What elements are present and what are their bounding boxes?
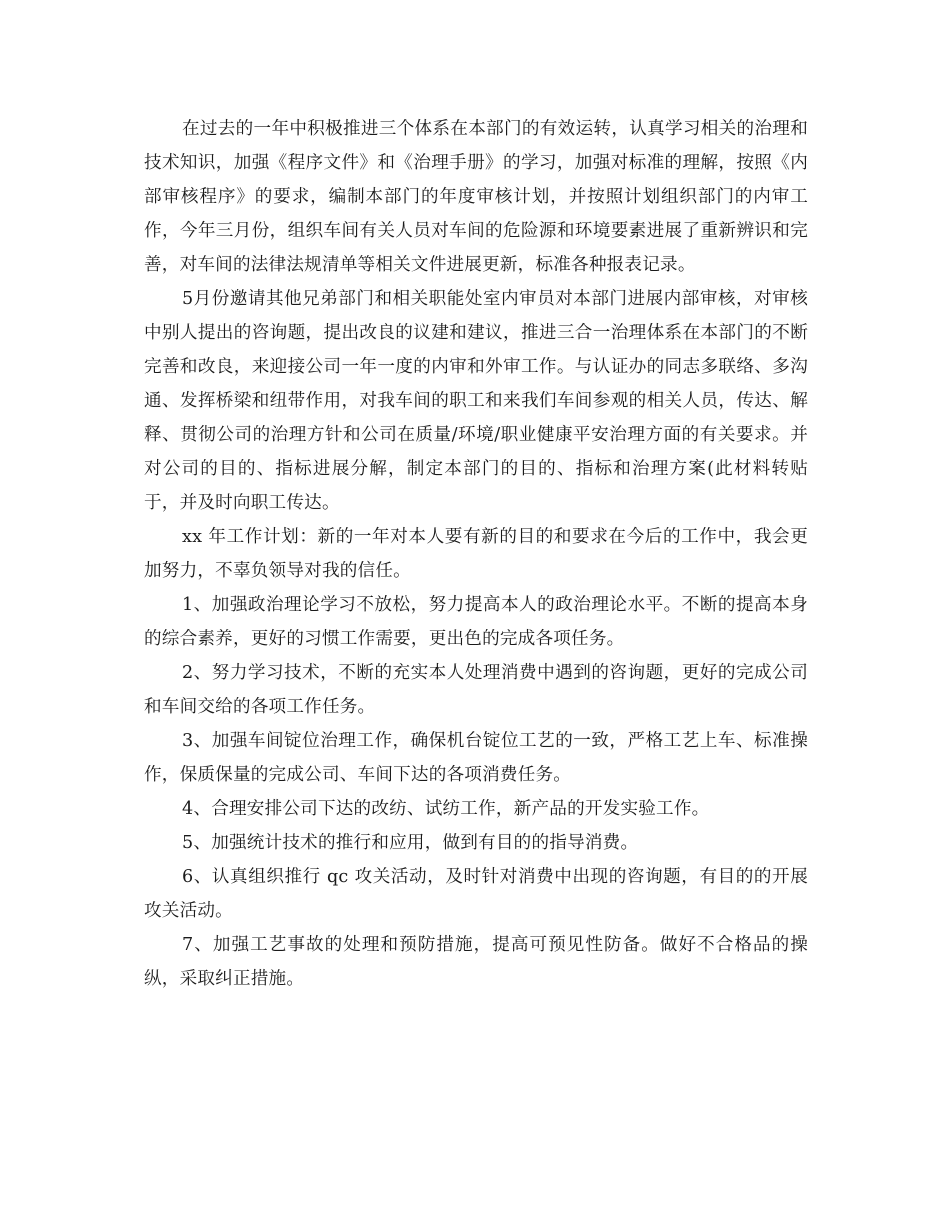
paragraph-internal-audit: 5月份邀请其他兄弟部门和相关职能处室内审员对本部门进展内部审核，对审核中别人提出的咨询题，提出改良的议建和建议，推进三合一治理体系在本部门的不断完善和改良，来迎接公司一年一度的内审和外审工作。与认证办的同志多联络、多沟通、发挥桥梁和纽带作用，对我车间的职工和来我们车间参观的相关人员，传达、解释、贯彻公司的治理方针和公司在质量/环境/职业健康平安治理方面的有关要求。并对公司的目的、指标进展分解，制定本部门的目的、指标和治理方案(此材料转贴于，并及时向职工传达。 — [144, 289, 808, 513]
plan-item-7: 7、加强工艺事故的处理和预防措施，提高可预见性防备。做好不合格品的操纵，采取纠正措施。 — [144, 935, 808, 989]
plan-item-6: 6、认真组织推行 qc 攻关活动，及时针对消费中出现的咨询题，有目的的开展攻关活动。 — [144, 867, 808, 921]
paragraph-review: 在过去的一年中积极推进三个体系在本部门的有效运转，认真学习相关的治理和技术知识，加强《程序文件》和《治理手册》的学习，加强对标准的理解，按照《内部审核程序》的要求，编制本部门的年度审核计划，并按照计划组织部门的内审工作，今年三月份，组织车间有关人员对车间的危险源和环境要素进展了重新辨识和完善，对车间的法律法规清单等相关文件进展更新，标准各种报表记录。 — [144, 119, 808, 275]
plan-item-2: 2、努力学习技术，不断的充实本人处理消费中遇到的咨询题，更好的完成公司和车间交给的各项工作任务。 — [144, 663, 808, 717]
plan-item-1: 1、加强政治理论学习不放松，努力提高本人的政治理论水平。不断的提高本身的综合素养，更好的习惯工作需要，更出色的完成各项任务。 — [144, 595, 808, 649]
document-body — [144, 112, 808, 996]
plan-item-5: 5、加强统计技术的推行和应用，做到有目的的指导消费。 — [182, 833, 639, 853]
plan-item-3: 3、加强车间锭位治理工作，确保机台锭位工艺的一致，严格工艺上车、标准操作，保质保量的完成公司、车间下达的各项消费任务。 — [144, 731, 808, 785]
plan-item-4: 4、合理安排公司下达的改纺、试纺工作，新产品的开发实验工作。 — [182, 799, 710, 819]
paragraph-work-plan-intro: xx 年工作计划：新的一年对本人要有新的目的和要求在今后的工作中，我会更加努力，不辜负领导对我的信任。 — [144, 527, 808, 581]
